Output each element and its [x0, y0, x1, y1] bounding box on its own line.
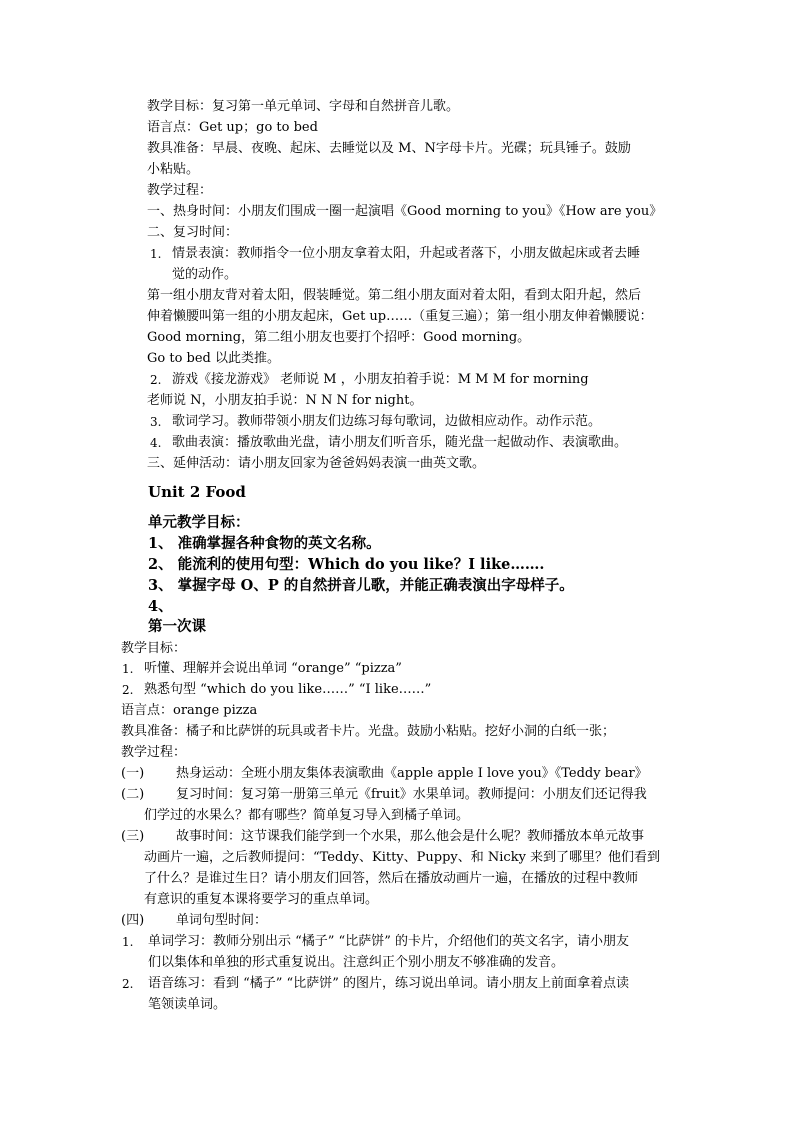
step-text: 单词学习：教师分别出示 “橘子” “比萨饼” 的卡片，介绍他们的英文名字，请小朋友 — [148, 934, 629, 949]
lesson-materials: 教具准备：橘子和比萨饼的玩具或者卡片。光盘。鼓励小粘贴。挖好小洞的白纸一张； — [121, 724, 616, 739]
list-number: 3. — [150, 415, 162, 429]
lesson-heading: 第一次课 — [148, 618, 206, 635]
step-review: 二、复习时间： — [147, 225, 239, 240]
step-number: (一) — [121, 766, 145, 781]
unit-title: Unit 2 Food — [148, 483, 246, 501]
lesson-goal-heading: 教学目标： — [121, 641, 187, 656]
lesson-goal-item: 熟悉句型 “which do you like……” “I like……” — [144, 682, 432, 697]
list-item-text: 歌曲表演：播放歌曲光盘，请小朋友们听音乐，随光盘一起做动作、表演歌曲。 — [172, 435, 628, 450]
list-number: 4. — [150, 436, 162, 450]
paragraph-line: 第一组小朋友背对着太阳，假装睡觉。第二组小朋友面对着太阳，看到太阳升起，然后 — [147, 288, 642, 303]
lesson-goal-item: 听懂、理解并会说出单词 “orange” “pizza” — [144, 661, 402, 676]
list-number: 1. — [122, 662, 134, 676]
step-number: (四) — [121, 913, 145, 928]
teaching-goal: 教学目标：复习第一单元单词、字母和自然拼音儿歌。 — [147, 99, 460, 114]
list-item-text: 老师说 N，小朋友拍手说：N N N for night。 — [147, 393, 423, 408]
list-number: 2. — [122, 683, 134, 697]
list-item-text: 游戏《接龙游戏》 老师说 M ，小朋友拍着手说：M M M for morning — [172, 372, 589, 387]
paragraph-line: Good morning，第二组小朋友也要打个招呼：Good morning。 — [147, 330, 531, 345]
step-text: 动画片一遍，之后教师提问：“Teddy、Kitty、Puppy、和 Nicky 来到了哪里？他们看到 — [144, 850, 661, 865]
step-number: (二) — [121, 787, 145, 802]
language-point: 语言点：Get up；go to bed — [147, 120, 318, 135]
unit-goal: 2、 能流利的使用句型：Which do you like？I like……. — [148, 556, 545, 573]
step-text: 们学过的水果么？都有哪些？简单复习导入到橘子单词。 — [144, 808, 470, 823]
step-text: 有意识的重复本课将要学习的重点单词。 — [144, 892, 379, 907]
list-number: 2. — [122, 977, 134, 991]
lesson-language-point: 语言点：orange pizza — [121, 703, 258, 718]
step-text: 故事时间：这节课我们能学到一个水果，那么他会是什么呢？教师播放本单元故事 — [176, 829, 645, 844]
paragraph-line: Go to bed 以此类推。 — [147, 351, 280, 366]
unit-goal: 4、 — [148, 598, 173, 615]
unit-goal: 3、 掌握字母 O、P 的自然拼音儿歌，并能正确表演出字母样子。 — [148, 577, 574, 594]
step-warmup: 一、热身时间：小朋友们围成一圈一起演唱《Good morning to you》《How are you》 — [147, 204, 663, 219]
step-text: 语音练习：看到 “橘子” “比萨饼” 的图片，练习说出单词。请小朋友上前面拿着点读 — [148, 976, 629, 991]
step-text: 笔领读单词。 — [148, 997, 227, 1012]
step-text: 单词句型时间： — [176, 913, 268, 928]
list-item-text: 情景表演：教师指令一位小朋友拿着太阳，升起或者落下，小朋友做起床或者去睡 — [172, 246, 641, 261]
list-number: 2. — [150, 373, 162, 387]
step-number: (三) — [121, 829, 145, 844]
unit-goal: 1、 准确掌握各种食物的英文名称。 — [148, 535, 381, 552]
step-text: 热身运动：全班小朋友集体表演歌曲《apple apple I love you》《Teddy bear》 — [176, 766, 648, 781]
step-text: 了什么？是谁过生日？请小朋友们回答，然后在播放动画片一遍，在播放的过程中教师 — [144, 871, 639, 886]
materials-line-1: 教具准备：早晨、夜晚、起床、去睡觉以及 M、N字母卡片。光碟；玩具锤子。鼓励 — [147, 141, 631, 156]
list-item-text: 觉的动作。 — [172, 267, 238, 282]
step-text: 复习时间：复习第一册第三单元《fruit》水果单词。教师提问：小朋友们还记得我 — [176, 787, 647, 802]
list-number: 1. — [122, 935, 134, 949]
step-extension: 三、延伸活动：请小朋友回家为爸爸妈妈表演一曲英文歌。 — [147, 456, 486, 471]
lesson-process-heading: 教学过程： — [121, 745, 187, 760]
process-heading: 教学过程： — [147, 183, 213, 198]
step-text: 们以集体和单独的形式重复说出。注意纠正个别小朋友不够准确的发音。 — [148, 955, 565, 970]
list-number: 1. — [150, 247, 162, 261]
list-item-text: 歌词学习。教师带领小朋友们边练习每句歌词，边做相应动作。动作示范。 — [172, 414, 602, 429]
unit-goals-heading: 单元教学目标： — [148, 514, 250, 531]
materials-line-2: 小粘贴。 — [147, 162, 200, 177]
paragraph-line: 伸着懒腰叫第一组的小朋友起床，Get up……（重复三遍）；第一组小朋友伸着懒腰说： — [147, 309, 653, 324]
